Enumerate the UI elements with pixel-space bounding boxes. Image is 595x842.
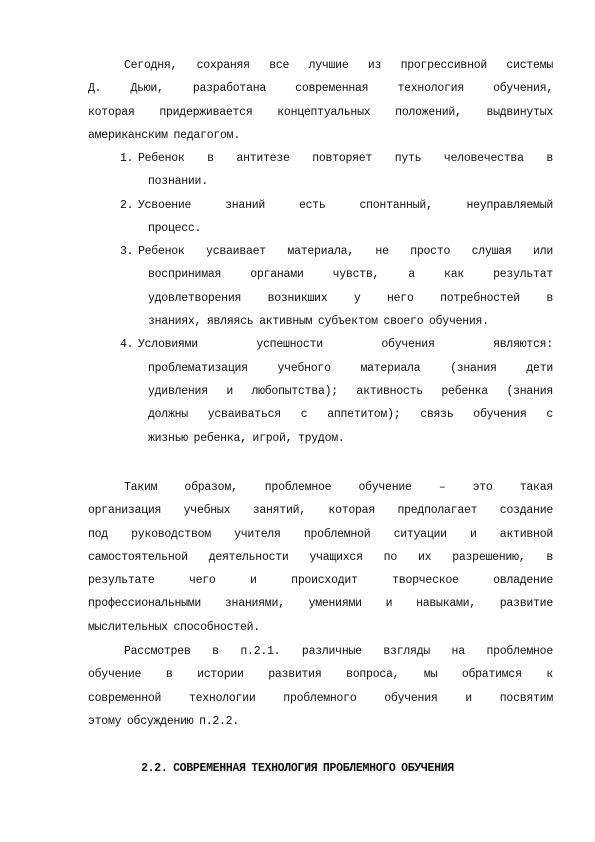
text-line: самостоятельной деятельности учащихся по их разрешению, в (88, 550, 553, 564)
text-line: Ребенок усваивает материала, не просто слушая или (138, 245, 553, 259)
text-line: американским педагогом. (88, 128, 240, 142)
text-line: результате чего и происходит творческое овладение (88, 574, 553, 588)
summary-paragraph (88, 476, 553, 639)
text-line: мыслительных способностей. (88, 620, 260, 634)
text-line: Усвоение знаний есть спонтанный, неуправляемый (138, 198, 553, 212)
text-line: жизнью ребенка, игрой, трудом. (148, 431, 345, 445)
text-line: знаниях, являясь активным субъектом своего обучения. (148, 315, 489, 329)
list-number: 2. (120, 198, 134, 212)
transition-paragraph (88, 640, 553, 733)
text-line: Сегодня, сохраняя все лучшие из прогрессивной системы (124, 59, 553, 72)
text-line: Таким образом, проблемное обучение – это такая (124, 481, 553, 494)
text-line: Рассмотрев в п.2.1. различные взгляды на проблемное (124, 645, 553, 658)
text-line: обучение в истории развития вопроса, мы обратимся к (88, 668, 553, 682)
text-line: этому обсуждению п.2.2. (88, 714, 239, 728)
list-item (120, 240, 553, 333)
list-number: 4. (120, 338, 134, 352)
text-line: современной технологии проблемного обучения и посвятим (88, 691, 553, 705)
intro-paragraph (88, 54, 553, 147)
text-line: Ребенок в антитезе повторяет путь человечества в (138, 152, 553, 165)
list-number: 3. (120, 245, 134, 259)
text-line: удовлетворения возникших у него потребностей в (148, 291, 553, 305)
text-line: Д. Дьюи, разработана современная технология обучения, (88, 82, 553, 96)
list-item (120, 147, 553, 194)
text-line: которая придерживается концептуальных положений, выдвинутых (88, 105, 553, 119)
section-heading: 2.2. СОВРЕМЕННАЯ ТЕХНОЛОГИЯ ПРОБЛЕМНОГО ОБУЧЕНИЯ (141, 762, 454, 775)
text-line: процесс. (148, 221, 202, 235)
list-item (120, 333, 553, 449)
text-line: организация учебных занятий, которая предполагает создание (88, 504, 553, 518)
text-line: под руководством учителя проблемной ситуации и активной (88, 527, 553, 541)
list-item (120, 194, 553, 241)
text-line: Условиями успешности обучения являются: (138, 338, 553, 352)
text-line: профессиональными знаниями, умениями и навыками, развитие (88, 597, 553, 611)
text-line: должны усваиваться с аппетитом); связь обучения с (148, 408, 553, 422)
list-number: 1. (120, 152, 134, 165)
text-line: воспринимая органами чувств, а как результат (148, 268, 553, 282)
text-line: познании. (148, 175, 208, 189)
text-line: удивления и любопытства); активность ребенка (знания (148, 384, 553, 398)
numbered-list (120, 147, 553, 450)
text-line: проблематизация учебного материала (знания дети (148, 361, 553, 375)
